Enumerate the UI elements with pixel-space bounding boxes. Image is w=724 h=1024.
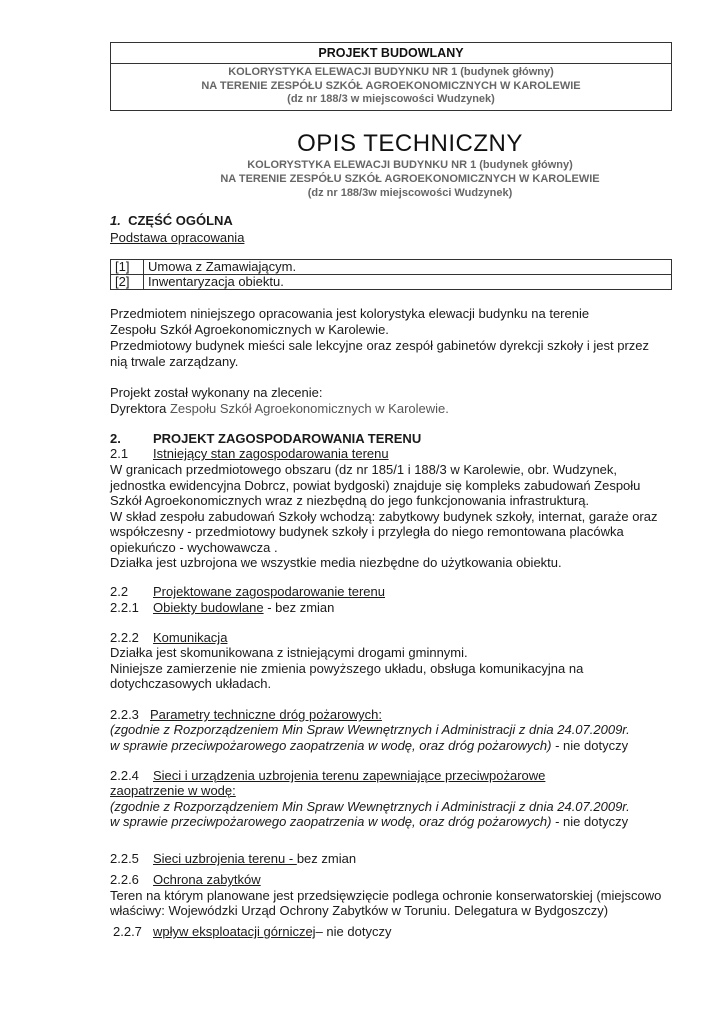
subsection-title: Parametry techniczne dróg pożarowych:	[150, 707, 382, 722]
regulation-text: w sprawie przeciwpożarowego zaopatrzenia w wodę, oraz dróg pożarowych)	[110, 738, 552, 753]
section2-title: PROJEKT ZAGOSPODAROWANIA TERENU	[153, 431, 422, 446]
subsection-number: 2.2.5	[110, 851, 139, 866]
regulation-line	[110, 738, 628, 754]
basis-heading: Podstawa opracowania	[110, 230, 245, 245]
header-box-subtitle	[111, 64, 671, 110]
subsection-2-2-heading	[110, 584, 385, 600]
subsection-status: - nie dotyczy	[551, 738, 629, 753]
subsection-title: Ochrona zabytków	[153, 872, 261, 887]
regulation-line: (zgodnie z Rozporządzeniem Min Spraw Wewnętrznych i Administracji z dnia 24.07.2009r.	[110, 722, 630, 737]
paragraph-line: nią trwale zarządzany.	[110, 354, 239, 369]
paragraph-line: dotychczasowych układach.	[110, 676, 272, 691]
paragraph-line: Zespołu Szkół Agroekonomicznych w Karolewie.	[110, 322, 389, 337]
document-subtitle-line3: (dz nr 188/3w miejscowości Wudzynek)	[307, 187, 513, 199]
subsection-2-2-4-heading	[110, 768, 545, 784]
section2-heading	[110, 431, 421, 447]
subsection-number: 2.1	[110, 446, 129, 461]
subsection-title: Projektowane zagospodarowanie terenu	[153, 584, 385, 599]
subsection-status: - nie dotyczy	[551, 814, 629, 829]
subsection-2-2-1-heading	[110, 600, 334, 616]
regulation-line: (zgodnie z Rozporządzeniem Min Spraw Wewnętrznych i Administracji z dnia 24.07.2009r.	[110, 799, 630, 814]
regulation-text: w sprawie przeciwpożarowego zaopatrzenia w wodę, oraz dróg pożarowych)	[110, 814, 552, 829]
document-title: OPIS TECHNICZNY	[297, 130, 523, 157]
paragraph-line: W skład zespołu zabudowań Szkoły wchodzą: zabytkowy budynek szkoły, internat, garaże oraz	[110, 509, 658, 524]
subsection-title-continued: zaopatrzenie w wodę:	[110, 783, 236, 798]
header-box-line3: (dz nr 188/3 w miejscowości Wudzynek)	[287, 93, 495, 105]
regulation-line	[110, 814, 628, 830]
paragraph-line: Projekt został wykonany na zlecenie:	[110, 385, 323, 400]
subsection-number: 2.2.6	[110, 872, 139, 887]
ref-text: Umowa z Zamawiającym.	[144, 260, 672, 275]
paragraph-line: Działka jest skomunikowana z istniejącymi drogami gminnymi.	[110, 645, 468, 660]
subsection-number: 2.2.4	[110, 768, 139, 783]
paragraph-line: właściwy: Wojewódzki Urząd Ochrony Zabytków w Toruniu. Delegatura w Bydgoszczy)	[110, 903, 609, 918]
subsection-title: Sieci uzbrojenia terenu -	[153, 851, 297, 866]
paragraph-line: opiekuńczo - wychowawcza .	[110, 540, 278, 555]
subsection-title: Istniejący stan zagospodarowania terenu	[153, 446, 389, 461]
section1-heading	[110, 213, 233, 229]
subsection-number: 2.2.2	[110, 630, 139, 645]
subsection-number: 2.2.3	[110, 707, 139, 722]
subsection-status: - bez zmian	[263, 600, 335, 615]
paragraph-line: Przedmiotowy budynek mieści sale lekcyjne oraz zespół gabinetów dyrekcji szkoły i jest przez	[110, 338, 650, 353]
paragraph-line: Przedmiotem niniejszego opracowania jest kolorystyka elewacji budynku na terenie	[110, 306, 590, 321]
header-box-line2: NA TERENIE ZESPÓŁU SZKÓŁ AGROEKONOMICZNYCH W KAROLEWIE	[201, 79, 581, 92]
header-box-line1: KOLORYSTYKA ELEWACJI BUDYNKU NR 1 (budynek główny)	[228, 66, 554, 78]
subsection-number: 2.2.7	[113, 924, 142, 939]
paragraph-line: współczesny - przedmiotowy budynek szkoły i przyległa do niego remontowana placówka	[110, 524, 624, 539]
client-title: Dyrektora	[110, 401, 167, 416]
document-subtitle	[110, 158, 710, 200]
document-subtitle-line2: NA TERENIE ZESPÓŁU SZKÓŁ AGROEKONOMICZNYCH W KAROLEWIE	[220, 173, 600, 185]
subsection-2-2-6-heading	[110, 872, 261, 888]
subsection-title: Sieci i urządzenia uzbrojenia terenu zapewniające przeciwpożarowe	[153, 768, 546, 783]
subsection-number: 2.2.1	[110, 600, 139, 615]
table-row	[111, 275, 672, 290]
section1-title: CZĘŚĆ OGÓLNA	[128, 213, 233, 228]
table-row	[111, 260, 672, 275]
document-subtitle-line1: KOLORYSTYKA ELEWACJI BUDYNKU NR 1 (budynek główny)	[247, 159, 573, 171]
subsection-2-2-3-heading	[110, 707, 382, 723]
ref-number: [2]	[111, 275, 144, 290]
ref-number: [1]	[111, 260, 144, 275]
header-box	[110, 42, 672, 111]
paragraph-line: W granicach przedmiotowego obszaru (dz nr 185/1 i 188/3 w Karolewie, obr. Wudzynek,	[110, 462, 618, 477]
subsection-2-2-7-heading	[113, 924, 391, 940]
subsection-title: Komunikacja	[153, 630, 228, 645]
subsection-status: – nie dotyczy	[315, 924, 392, 939]
references-table	[110, 259, 672, 290]
header-box-title: PROJEKT BUDOWLANY	[111, 43, 671, 64]
section1-number: 1.	[110, 213, 121, 228]
subsection-number: 2.2	[110, 584, 129, 599]
paragraph-line: Działka jest uzbrojona we wszystkie media niezbędne do użytkowania obiektu.	[110, 555, 562, 570]
paragraph-line: Niniejsze zamierzenie nie zmienia powyższego układu, obsługa komunikacyjna na	[110, 661, 584, 676]
subsection-title: Obiekty budowlane	[153, 600, 264, 615]
ref-text: Inwentaryzacja obiektu.	[144, 275, 672, 290]
subsection-status: bez zmian	[296, 851, 357, 866]
subsection-2-1-heading	[110, 446, 389, 462]
paragraph-line	[110, 401, 449, 417]
paragraph-line: Szkół Agroekonomicznych wraz z niezbędną do jego funkcjonowania infrastrukturą.	[110, 493, 590, 508]
subsection-title: wpływ eksploatacji górniczej	[153, 924, 316, 939]
paragraph-line: Teren na którym planowane jest przedsięwzięcie podlega ochronie konserwatorskiej (miejscowo	[110, 888, 662, 903]
section2-number: 2.	[110, 431, 121, 446]
subsection-2-2-2-heading	[110, 630, 227, 646]
client-name: Zespołu Szkół Agroekonomicznych w Karolewie.	[166, 401, 449, 416]
paragraph-line: jednostka ewidencyjna Dobrcz, powiat bydgoski) znajduje się kompleks zabudowań Zespołu	[110, 478, 641, 493]
subsection-2-2-5-heading	[110, 851, 356, 867]
